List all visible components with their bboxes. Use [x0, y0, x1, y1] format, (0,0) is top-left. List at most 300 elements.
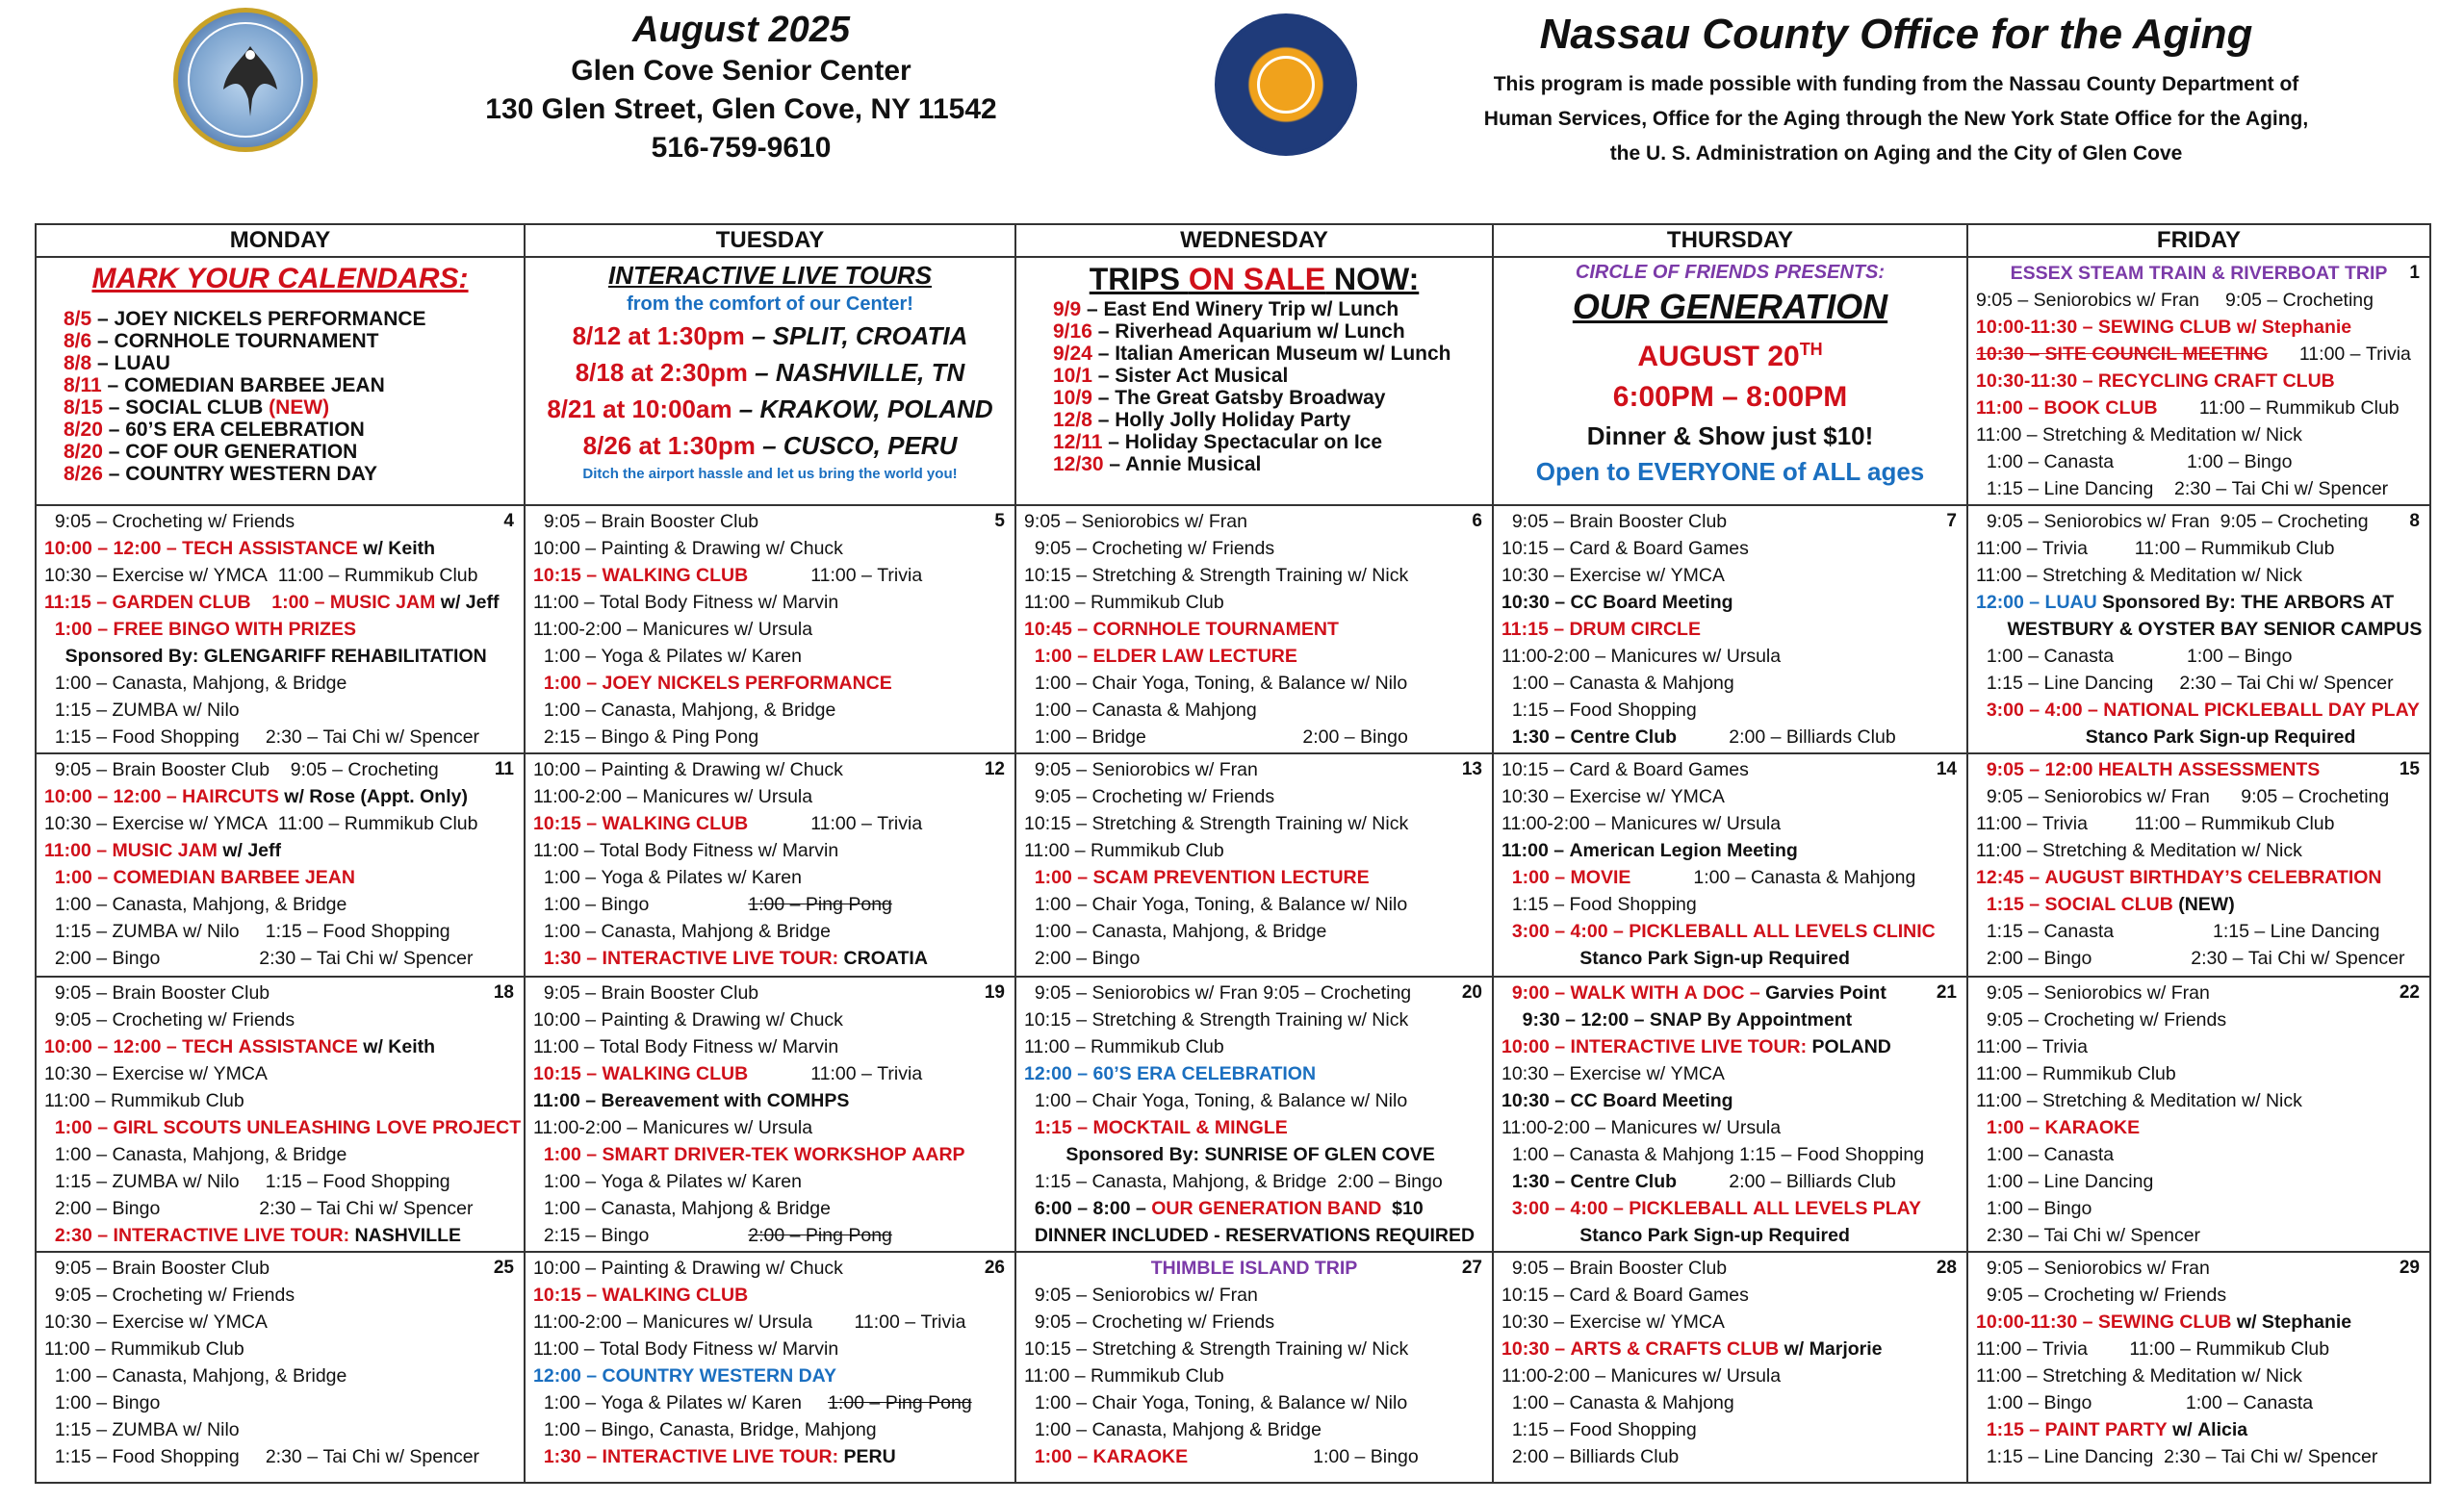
entry-text: 1:00 – Canasta & Mahjong 1:15 – Food Shopping [1502, 1144, 1925, 1165]
entry-text: 10:00 – INTERACTIVE LIVE TOUR: [1502, 1036, 1808, 1057]
entry-text: 11:00 – Rummikub Club [1024, 1036, 1224, 1057]
entry-text: 1:15 – Food Shopping [1502, 1419, 1697, 1440]
entry-text: 11:00 – Rummikub Club [44, 1338, 244, 1360]
schedule-entry [1976, 1087, 2422, 1114]
entry-text: 2:00 – Bingo 2:30 – Tai Chi w/ Spencer [1976, 948, 2405, 969]
mark-date: 8/8 [64, 352, 92, 374]
schedule-entry [1024, 1141, 1484, 1168]
trip-date: 9/9 [1053, 298, 1082, 320]
day-number: 26 [984, 1258, 1005, 1278]
schedule-entry [1024, 1362, 1484, 1389]
entry-text: 1:00 – JOEY NICKELS PERFORMANCE [533, 673, 892, 694]
entry-text: 1:00 – Yoga & Pilates w/ Karen [533, 1392, 829, 1413]
schedule-entry [44, 837, 516, 864]
schedule-entry [44, 980, 516, 1006]
entry-text: 1:00 – Canasta 1:00 – Bingo [1976, 646, 2293, 667]
entry-text: 9:05 – Crocheting w/ Friends [1024, 538, 1275, 559]
entry-text: 9:05 – Brain Booster Club [533, 511, 759, 532]
schedule-entry [1502, 1006, 1959, 1033]
schedule-entry [1502, 562, 1959, 589]
schedule-entry [1024, 697, 1484, 724]
schedule-entry [44, 1362, 516, 1389]
schedule-entry [44, 508, 516, 535]
entry-text: 1:30 – INTERACTIVE LIVE TOUR: [533, 948, 839, 969]
schedule-entry [1502, 918, 1959, 945]
entry-text: 1:00 – Canasta & Mahjong [1502, 1392, 1734, 1413]
entry-text: 11:00 – MUSIC JAM [44, 840, 218, 861]
trip-date: 10/1 [1053, 365, 1092, 387]
mark-date: 8/15 [64, 396, 103, 419]
schedule-entry [1502, 670, 1959, 697]
entry-text: 9:30 – 12:00 – SNAP By Appointment [1502, 1009, 1853, 1031]
entry-text: 2:00 – Ping Pong [748, 1225, 892, 1246]
schedule-entry [1502, 945, 1959, 972]
mark-event: – COUNTRY WESTERN DAY [102, 463, 377, 485]
schedule-entry [1976, 341, 2422, 368]
entry-text: 10:30 – SITE COUNCIL MEETING [1976, 344, 2269, 365]
entry-text: 11:00 – Stretching & Meditation w/ Nick [1976, 424, 2302, 446]
weekday-header: THURSDAY [1493, 224, 1967, 257]
trip-item [1024, 343, 1484, 365]
calendar-week-row [36, 257, 2430, 505]
trip-item [1024, 387, 1484, 409]
schedule-entry [1024, 1309, 1484, 1336]
schedule-entry [44, 1087, 516, 1114]
weekday-header: MONDAY [36, 224, 525, 257]
entry-text: 1:00 – Canasta [1976, 1144, 2115, 1165]
entry-text: 10:30 – Exercise w/ YMCA [1502, 1311, 1725, 1333]
mark-calendar-item [44, 374, 516, 396]
day-number: 28 [1936, 1258, 1957, 1278]
entry-text: 1:30 – Centre Club [1502, 726, 1678, 748]
schedule-entry [1502, 1282, 1959, 1309]
day-number: 1 [2409, 263, 2420, 283]
schedule-entry [1502, 1195, 1959, 1222]
schedule-entry [1502, 616, 1959, 643]
entry-text: 1:00 – KARAOKE [1024, 1446, 1189, 1467]
entry-text: 11:00 – Trivia [2268, 344, 2411, 365]
schedule-entry [44, 918, 516, 945]
entry-text: 1:00 – KARAOKE [1976, 1117, 2141, 1138]
schedule-entry [533, 562, 1007, 589]
schedule-entry [1024, 1060, 1484, 1087]
schedule-entry [1502, 783, 1959, 810]
day-cell [1967, 753, 2430, 977]
day-number: 13 [1461, 759, 1482, 779]
tour-time: 8/18 at 2:30pm [575, 358, 748, 387]
entry-text: 1:15 – MOCKTAIL & MINGLE [1024, 1117, 1288, 1138]
calendar-week-row [36, 753, 2430, 977]
entry-text: 11:00-2:00 – Manicures w/ Ursula [533, 619, 813, 640]
entry-text: 11:00-2:00 – Manicures w/ Ursula [1502, 1365, 1782, 1387]
schedule-entry [1024, 724, 1484, 751]
entry-text: w/ Keith [357, 1036, 436, 1057]
entry-text: 10:30 – CC Board Meeting [1502, 592, 1733, 613]
entry-text: 1:15 – Food Shopping 2:30 – Tai Chi w/ Spencer [44, 1446, 480, 1467]
entry-text: 2:00 – Bingo 2:30 – Tai Chi w/ Spencer [44, 948, 474, 969]
entry-text: 1:00 – Yoga & Pilates w/ Karen [533, 867, 802, 888]
schedule-entry [533, 589, 1007, 616]
entry-text: Sponsored By: SUNRISE OF GLEN COVE [1024, 1144, 1435, 1165]
day-number: 5 [994, 511, 1005, 531]
entry-text: w/ Alicia [2167, 1419, 2248, 1440]
entry-text: 9:05 – 12:00 HEALTH ASSESSMENTS [1976, 759, 2321, 780]
mark-your-calendars-cell [36, 257, 525, 505]
entry-text: 10:00 – Painting & Drawing w/ Chuck [533, 1009, 843, 1031]
entry-text: 11:00 – Stretching & Meditation w/ Nick [1976, 1365, 2302, 1387]
entry-text: 1:00 – Line Dancing [1976, 1171, 2154, 1192]
tour-destination: – KRAKOW, POLAND [732, 395, 993, 423]
live-tour-item [533, 318, 1007, 354]
entry-text: 10:30-11:30 – RECYCLING CRAFT CLUB [1976, 370, 2335, 392]
schedule-entry [1976, 395, 2422, 421]
entry-text: 1:00 – Bingo [1976, 1198, 2092, 1219]
schedule-entry [1976, 1114, 2422, 1141]
schedule-entry [1976, 1033, 2422, 1060]
schedule-entry [1976, 562, 2422, 589]
entry-text: 11:00-2:00 – Manicures w/ Ursula [1502, 813, 1782, 834]
schedule-entry [1976, 891, 2422, 918]
schedule-entry [44, 1195, 516, 1222]
entry-text: 10:00 – 12:00 – TECH ASSISTANCE [44, 1036, 358, 1057]
nassau-info [1367, 8, 2426, 171]
entry-text: 11:00 – Rummikub Club [1976, 1063, 2176, 1084]
schedule-entry [44, 810, 516, 837]
schedule-entry [44, 1336, 516, 1362]
entry-text: 11:00 – American Legion Meeting [1502, 840, 1798, 861]
schedule-entry [1502, 1114, 1959, 1141]
entry-text: 9:05 – Seniorobics w/ Fran [1976, 1258, 2210, 1279]
schedule-entry [1502, 1416, 1959, 1443]
day-cell [525, 1252, 1015, 1483]
schedule-entry [1502, 864, 1959, 891]
calendar-week-row [36, 505, 2430, 753]
schedule-entry [1024, 810, 1484, 837]
schedule-entry [44, 891, 516, 918]
schedule-entry [1024, 1416, 1484, 1443]
entry-text: 11:00 – Total Body Fitness w/ Marvin [533, 592, 839, 613]
schedule-entry [44, 945, 516, 972]
entry-text: 9:05 – Seniorobics w/ Fran 9:05 – Crocheting [1024, 982, 1412, 1004]
entry-text: 2:00 – Bingo [1024, 948, 1141, 969]
day-cell [1967, 257, 2430, 505]
entry-text: 11:00 – Trivia 11:00 – Rummikub Club [1976, 1338, 2330, 1360]
schedule-entry [1976, 260, 2422, 287]
schedule-entry [1502, 724, 1959, 751]
schedule-entry [44, 562, 516, 589]
trip-item [1024, 453, 1484, 475]
calendar-week-row [36, 977, 2430, 1252]
schedule-entry [1976, 535, 2422, 562]
schedule-entry [44, 1033, 516, 1060]
entry-text: 1:00 – Bingo [44, 1392, 161, 1413]
schedule-entry [44, 724, 516, 751]
entry-text: 9:05 – Crocheting w/ Friends [1976, 1285, 2227, 1306]
schedule-entry [1976, 1443, 2422, 1470]
entry-text: 1:00 – Bingo 1:00 – Canasta [1976, 1392, 2314, 1413]
entry-text: 11:00-2:00 – Manicures w/ Ursula [533, 1117, 813, 1138]
schedule-entry [1024, 1282, 1484, 1309]
schedule-entry [1024, 1255, 1484, 1282]
schedule-entry [533, 1087, 1007, 1114]
weekday-header-row [36, 224, 2430, 257]
weekday-header: TUESDAY [525, 224, 1015, 257]
schedule-entry [1024, 1033, 1484, 1060]
mark-event: – JOEY NICKELS PERFORMANCE [91, 308, 426, 330]
entry-text: 12:45 – AUGUST BIRTHDAY’S CELEBRATION [1976, 867, 2382, 888]
mark-date: 8/26 [64, 463, 103, 485]
schedule-entry [533, 945, 1007, 972]
schedule-entry [1976, 643, 2422, 670]
entry-text: ESSEX STEAM TRAIN & RIVERBOAT TRIP [2010, 263, 2388, 284]
mark-event: – 60’S ERA CELEBRATION [102, 419, 365, 441]
trip-name: – Annie Musical [1103, 453, 1262, 475]
schedule-entry [533, 1060, 1007, 1087]
day-number: 15 [2399, 759, 2420, 779]
day-number: 12 [984, 759, 1005, 779]
entry-text: 1:00 – Canasta, Mahjong, & Bridge [44, 1144, 347, 1165]
entry-text: 1:00 – Yoga & Pilates w/ Karen [533, 646, 802, 667]
schedule-entry [1024, 1006, 1484, 1033]
trip-date: 9/16 [1053, 320, 1092, 343]
schedule-entry [44, 1416, 516, 1443]
entry-text: 1:00 – Ping Pong [828, 1392, 972, 1413]
entry-text: 1:00 – MOVIE [1502, 867, 1631, 888]
entry-text: 3:00 – 4:00 – PICKLEBALL ALL LEVELS CLINIC [1502, 921, 1936, 942]
entry-text: 1:00 – Chair Yoga, Toning, & Balance w/ Nilo [1024, 1090, 1408, 1111]
entry-text: 10:00 – 12:00 – TECH ASSISTANCE [44, 538, 358, 559]
entry-text: 10:00 – Painting & Drawing w/ Chuck [533, 759, 843, 780]
schedule-entry [1976, 697, 2422, 724]
schedule-entry [1502, 1168, 1959, 1195]
live-tour-item [533, 391, 1007, 427]
entry-text: w/ Keith [357, 538, 436, 559]
entry-text: 11:00 – Trivia [1976, 1036, 2088, 1057]
entry-text: Garvies Point [1759, 982, 1886, 1004]
schedule-entry [533, 1033, 1007, 1060]
entry-text: 1:00 – Canasta & Mahjong [1502, 673, 1734, 694]
trip-name: – The Great Gatsby Broadway [1091, 387, 1386, 409]
entry-text: 11:00 – Trivia [748, 1063, 923, 1084]
entry-text: PERU [838, 1446, 896, 1467]
schedule-entry [533, 1255, 1007, 1282]
entry-text: 2:00 – Bingo 2:30 – Tai Chi w/ Spencer [44, 1198, 474, 1219]
trip-item [1024, 320, 1484, 343]
schedule-entry [533, 756, 1007, 783]
schedule-entry [44, 1389, 516, 1416]
entry-text: 10:15 – Card & Board Games [1502, 759, 1749, 780]
entry-text: 9:05 – Brain Booster Club [1502, 1258, 1728, 1279]
entry-text: 10:30 – Exercise w/ YMCA [1502, 565, 1725, 586]
schedule-entry [44, 697, 516, 724]
entry-text: 12:00 – LUAU [1976, 592, 2097, 613]
schedule-entry [1976, 1141, 2422, 1168]
entry-text: 9:05 – Seniorobics w/ Fran [1976, 982, 2210, 1004]
schedule-entry [1024, 891, 1484, 918]
entry-text: 12:00 – 60’S ERA CELEBRATION [1024, 1063, 1317, 1084]
nassau-county-seal-logo [1215, 13, 1357, 156]
entry-text: w/ Marjorie [1779, 1338, 1883, 1360]
day-number: 7 [1946, 511, 1957, 531]
schedule-entry [44, 864, 516, 891]
entry-text: 1:00 – GIRL SCOUTS UNLEASHING LOVE PROJECT [44, 1117, 522, 1138]
day-number: 14 [1936, 759, 1957, 779]
trip-name: – Sister Act Musical [1091, 365, 1289, 387]
entry-text: 1:15 – Food Shopping 2:30 – Tai Chi w/ Spencer [44, 726, 480, 748]
center-address: 130 Glen Street, Glen Cove, NY 11542 [485, 93, 997, 125]
schedule-entry [1976, 670, 2422, 697]
schedule-entry [533, 980, 1007, 1006]
day-cell [1015, 1252, 1493, 1483]
entry-text: 10:15 – WALKING CLUB [533, 813, 749, 834]
nassau-title: Nassau County Office for the Aging [1539, 11, 2253, 58]
entry-text: 11:00 – Rummikub Club [1024, 840, 1224, 861]
schedule-entry [1024, 1336, 1484, 1362]
entry-text: 9:05 – Seniorobics w/ Fran 9:05 – Crocheting [1976, 786, 2390, 807]
schedule-entry [1976, 783, 2422, 810]
entry-text: 1:15 – ZUMBA w/ Nilo [44, 1419, 240, 1440]
schedule-entry [533, 535, 1007, 562]
calendar-grid [35, 223, 2431, 1484]
trip-item [1024, 431, 1484, 453]
schedule-entry [44, 589, 516, 616]
schedule-entry [1976, 368, 2422, 395]
schedule-entry [1024, 1168, 1484, 1195]
entry-text: 9:05 – Brain Booster Club [533, 982, 759, 1004]
entry-text: 1:15 – Line Dancing 2:30 – Tai Chi w/ Spencer [1976, 1446, 2378, 1467]
entry-text: 10:15 – WALKING CLUB [533, 565, 749, 586]
mark-calendar-item [44, 441, 516, 463]
entry-text: 11:00 – Stretching & Meditation w/ Nick [1976, 565, 2302, 586]
entry-text: 9:05 – Crocheting w/ Friends [1976, 1009, 2227, 1031]
schedule-entry [1024, 1443, 1484, 1470]
entry-text: 1:00 – Canasta, Mahjong, & Bridge [44, 1365, 347, 1387]
trip-date: 10/9 [1053, 387, 1092, 409]
weekday-header: WEDNESDAY [1015, 224, 1493, 257]
entry-text: 1:00 – Chair Yoga, Toning, & Balance w/ Nilo [1024, 673, 1408, 694]
schedule-entry [1976, 1060, 2422, 1087]
schedule-entry [1502, 891, 1959, 918]
schedule-entry [1502, 810, 1959, 837]
schedule-entry [44, 756, 516, 783]
schedule-entry [533, 837, 1007, 864]
schedule-entry [1502, 1060, 1959, 1087]
entry-text: 10:30 – Exercise w/ YMCA [1502, 1063, 1725, 1084]
trip-date: 12/11 [1053, 431, 1103, 453]
entry-text: 9:05 – Brain Booster Club 9:05 – Crocheting [44, 759, 439, 780]
schedule-entry [1976, 918, 2422, 945]
mark-date: 8/6 [64, 330, 92, 352]
open-to-everyone: Open to EVERYONE of ALL ages [1535, 457, 1925, 486]
entry-text: WESTBURY & OYSTER BAY SENIOR CAMPUS [1976, 619, 2423, 640]
mark-date: 8/20 [64, 441, 103, 463]
entry-text: 11:00-2:00 – Manicures w/ Ursula [533, 786, 813, 807]
schedule-entry [1976, 1168, 2422, 1195]
mark-date: 8/20 [64, 419, 103, 441]
schedule-entry [533, 1282, 1007, 1309]
entry-text: 1:15 – ZUMBA w/ Nilo [44, 700, 240, 721]
entry-text: 9:05 – Seniorobics w/ Fran [1024, 1285, 1258, 1306]
schedule-entry [533, 891, 1007, 918]
day-cell [36, 753, 525, 977]
entry-text: 1:15 – Line Dancing 2:30 – Tai Chi w/ Spencer [1976, 478, 2389, 499]
schedule-entry [44, 1443, 516, 1470]
schedule-entry [533, 697, 1007, 724]
trips-title [1024, 260, 1484, 298]
trip-date: 9/24 [1053, 343, 1092, 365]
live-tour-item [533, 354, 1007, 391]
schedule-entry [1976, 589, 2422, 616]
schedule-entry [1976, 448, 2422, 475]
trip-date: 12/30 [1053, 453, 1104, 475]
trip-item [1024, 365, 1484, 387]
day-cell [1967, 505, 2430, 753]
tour-time: 8/12 at 1:30pm [572, 321, 745, 350]
entry-text: 11:00-2:00 – Manicures w/ Ursula [1502, 646, 1782, 667]
trip-name: – East End Winery Trip w/ Lunch [1081, 298, 1399, 320]
entry-text: 11:15 – GARDEN CLUB 1:00 – MUSIC JAM [44, 592, 436, 613]
day-cell [1967, 977, 2430, 1252]
schedule-entry [1024, 508, 1484, 535]
schedule-entry [1502, 508, 1959, 535]
entry-text: 1:00 – Bingo [1188, 1446, 1419, 1467]
entry-text: 10:00-11:30 – SEWING CLUB [1976, 1311, 2232, 1333]
day-cell [36, 977, 525, 1252]
entry-text: 1:00 – SMART DRIVER-TEK WORKSHOP AARP [533, 1144, 965, 1165]
schedule-entry [1024, 616, 1484, 643]
entry-text: 1:00 – Bingo [533, 894, 749, 915]
schedule-entry [533, 918, 1007, 945]
day-cell [1015, 753, 1493, 977]
funding-line: the U. S. Administration on Aging and the City of Glen Cove [1609, 142, 2183, 165]
entry-text: 11:00 – Rummikub Club [2157, 397, 2400, 419]
schedule-entry [1502, 1033, 1959, 1060]
entry-text: 10:15 – Card & Board Games [1502, 1285, 1749, 1306]
schedule-entry [533, 670, 1007, 697]
mark-calendar-item [44, 463, 516, 485]
schedule-entry [1976, 945, 2422, 972]
entry-text: 10:15 – Stretching & Strength Training w/ Nick [1024, 565, 1409, 586]
entry-text: 1:15 – Canasta 1:15 – Line Dancing [1976, 921, 2380, 942]
entry-text: 1:00 – Ping Pong [748, 894, 892, 915]
entry-text: OUR GENERATION BAND [1151, 1198, 1382, 1219]
schedule-entry [1502, 589, 1959, 616]
schedule-entry [1976, 1309, 2422, 1336]
entry-text: NASHVILLE [349, 1225, 462, 1246]
schedule-entry [533, 1195, 1007, 1222]
entry-text: 1:00 – Canasta, Mahjong, & Bridge [533, 700, 836, 721]
entry-text: 9:05 – Seniorobics w/ Fran [1024, 759, 1258, 780]
entry-text: 10:15 – Stretching & Strength Training w/ Nick [1024, 813, 1409, 834]
seal-inner-ring [1257, 56, 1315, 114]
schedule-entry [1502, 1389, 1959, 1416]
day-number: 20 [1461, 982, 1482, 1003]
entry-text: 9:05 – Seniorobics w/ Fran 9:05 – Crocheting [1976, 511, 2369, 532]
schedule-entry [533, 508, 1007, 535]
entry-text: 11:00 – Rummikub Club [44, 1090, 244, 1111]
entry-text: CROATIA [838, 948, 928, 969]
center-info [414, 8, 1068, 167]
entry-text: (NEW) [2172, 894, 2235, 915]
schedule-entry [533, 1222, 1007, 1249]
mark-calendars-list [44, 308, 516, 485]
entry-text: 11:00 – Total Body Fitness w/ Marvin [533, 1338, 839, 1360]
entry-text: 1:00 – Canasta, Mahjong & Bridge [533, 1198, 831, 1219]
entry-text: DINNER INCLUDED - RESERVATIONS REQUIRED [1024, 1225, 1476, 1246]
mark-date: 8/5 [64, 308, 92, 330]
schedule-entry [533, 1168, 1007, 1195]
schedule-entry [1976, 475, 2422, 502]
